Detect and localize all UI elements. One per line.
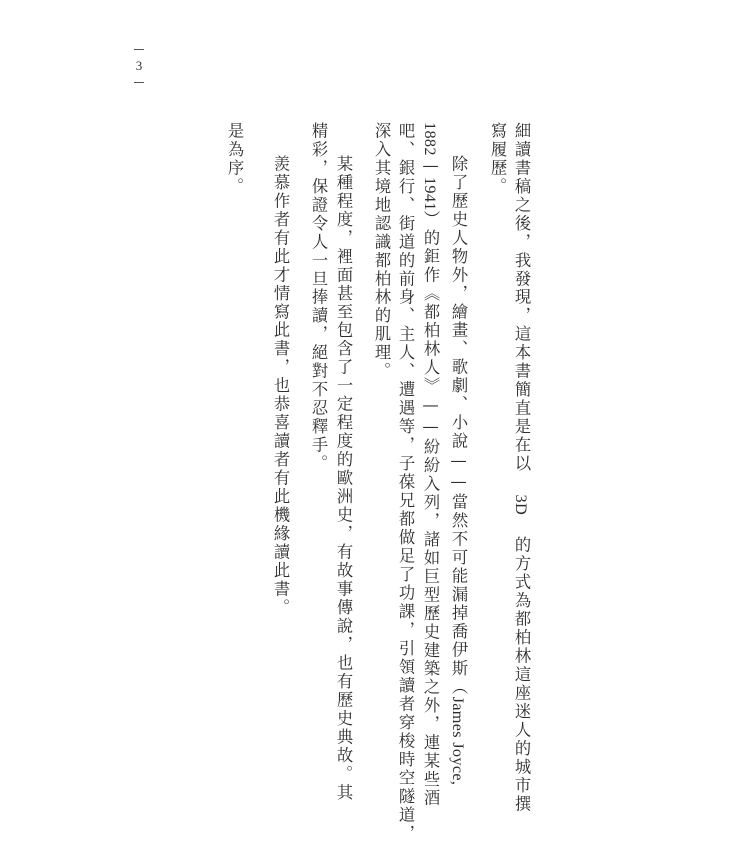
latin-text-run: 1882 bbox=[421, 122, 440, 156]
text-column-2: 寫履歷。 bbox=[488, 122, 507, 196]
page-number-rule-bottom bbox=[134, 82, 144, 83]
text-column-7: 某種程度，裡面甚至包含了一定程度的歐洲史，有故事傳說，也有歷史典故。其 bbox=[334, 155, 353, 803]
text-column-3: 除了歷史人物外，繪畫、歌劇、小說——當然不可能漏掉喬伊斯（James Joyce, bbox=[449, 155, 468, 786]
latin-text-run: 3D bbox=[512, 494, 531, 516]
page-number: 3 bbox=[135, 58, 143, 73]
text-column-1: 細讀書稿之後，我發現，這本書簡直是在以 3D 的方式為都柏林這座迷人的城市撰 bbox=[512, 122, 531, 814]
page-number-rule-top bbox=[134, 49, 144, 50]
text-column-5: 吧、銀行、街道的前身、主人、遭遇等，子葆兄都做足了功課，引領讀者穿梭時空隧道， bbox=[396, 122, 415, 843]
page-number-marker bbox=[131, 49, 147, 89]
latin-text-run: James Joyce, bbox=[449, 696, 468, 786]
text-column-4: 1882—1941）的鉅作《都柏林人》——紛紛入列，諸如巨型歷史建築之外，連某些酒 bbox=[421, 122, 440, 808]
text-column-10: 是為序。 bbox=[225, 122, 244, 196]
text-column-9: 羨慕作者有此才情寫此書，也恭喜讀者有此機緣讀此書。 bbox=[271, 155, 290, 618]
latin-text-run: 1941 bbox=[421, 176, 440, 211]
text-column-6: 深入其境地認識都柏林的肌理。 bbox=[372, 122, 391, 381]
text-column-8: 精彩，保證令人一旦捧讀，絕對不忍釋手。 bbox=[309, 122, 328, 474]
